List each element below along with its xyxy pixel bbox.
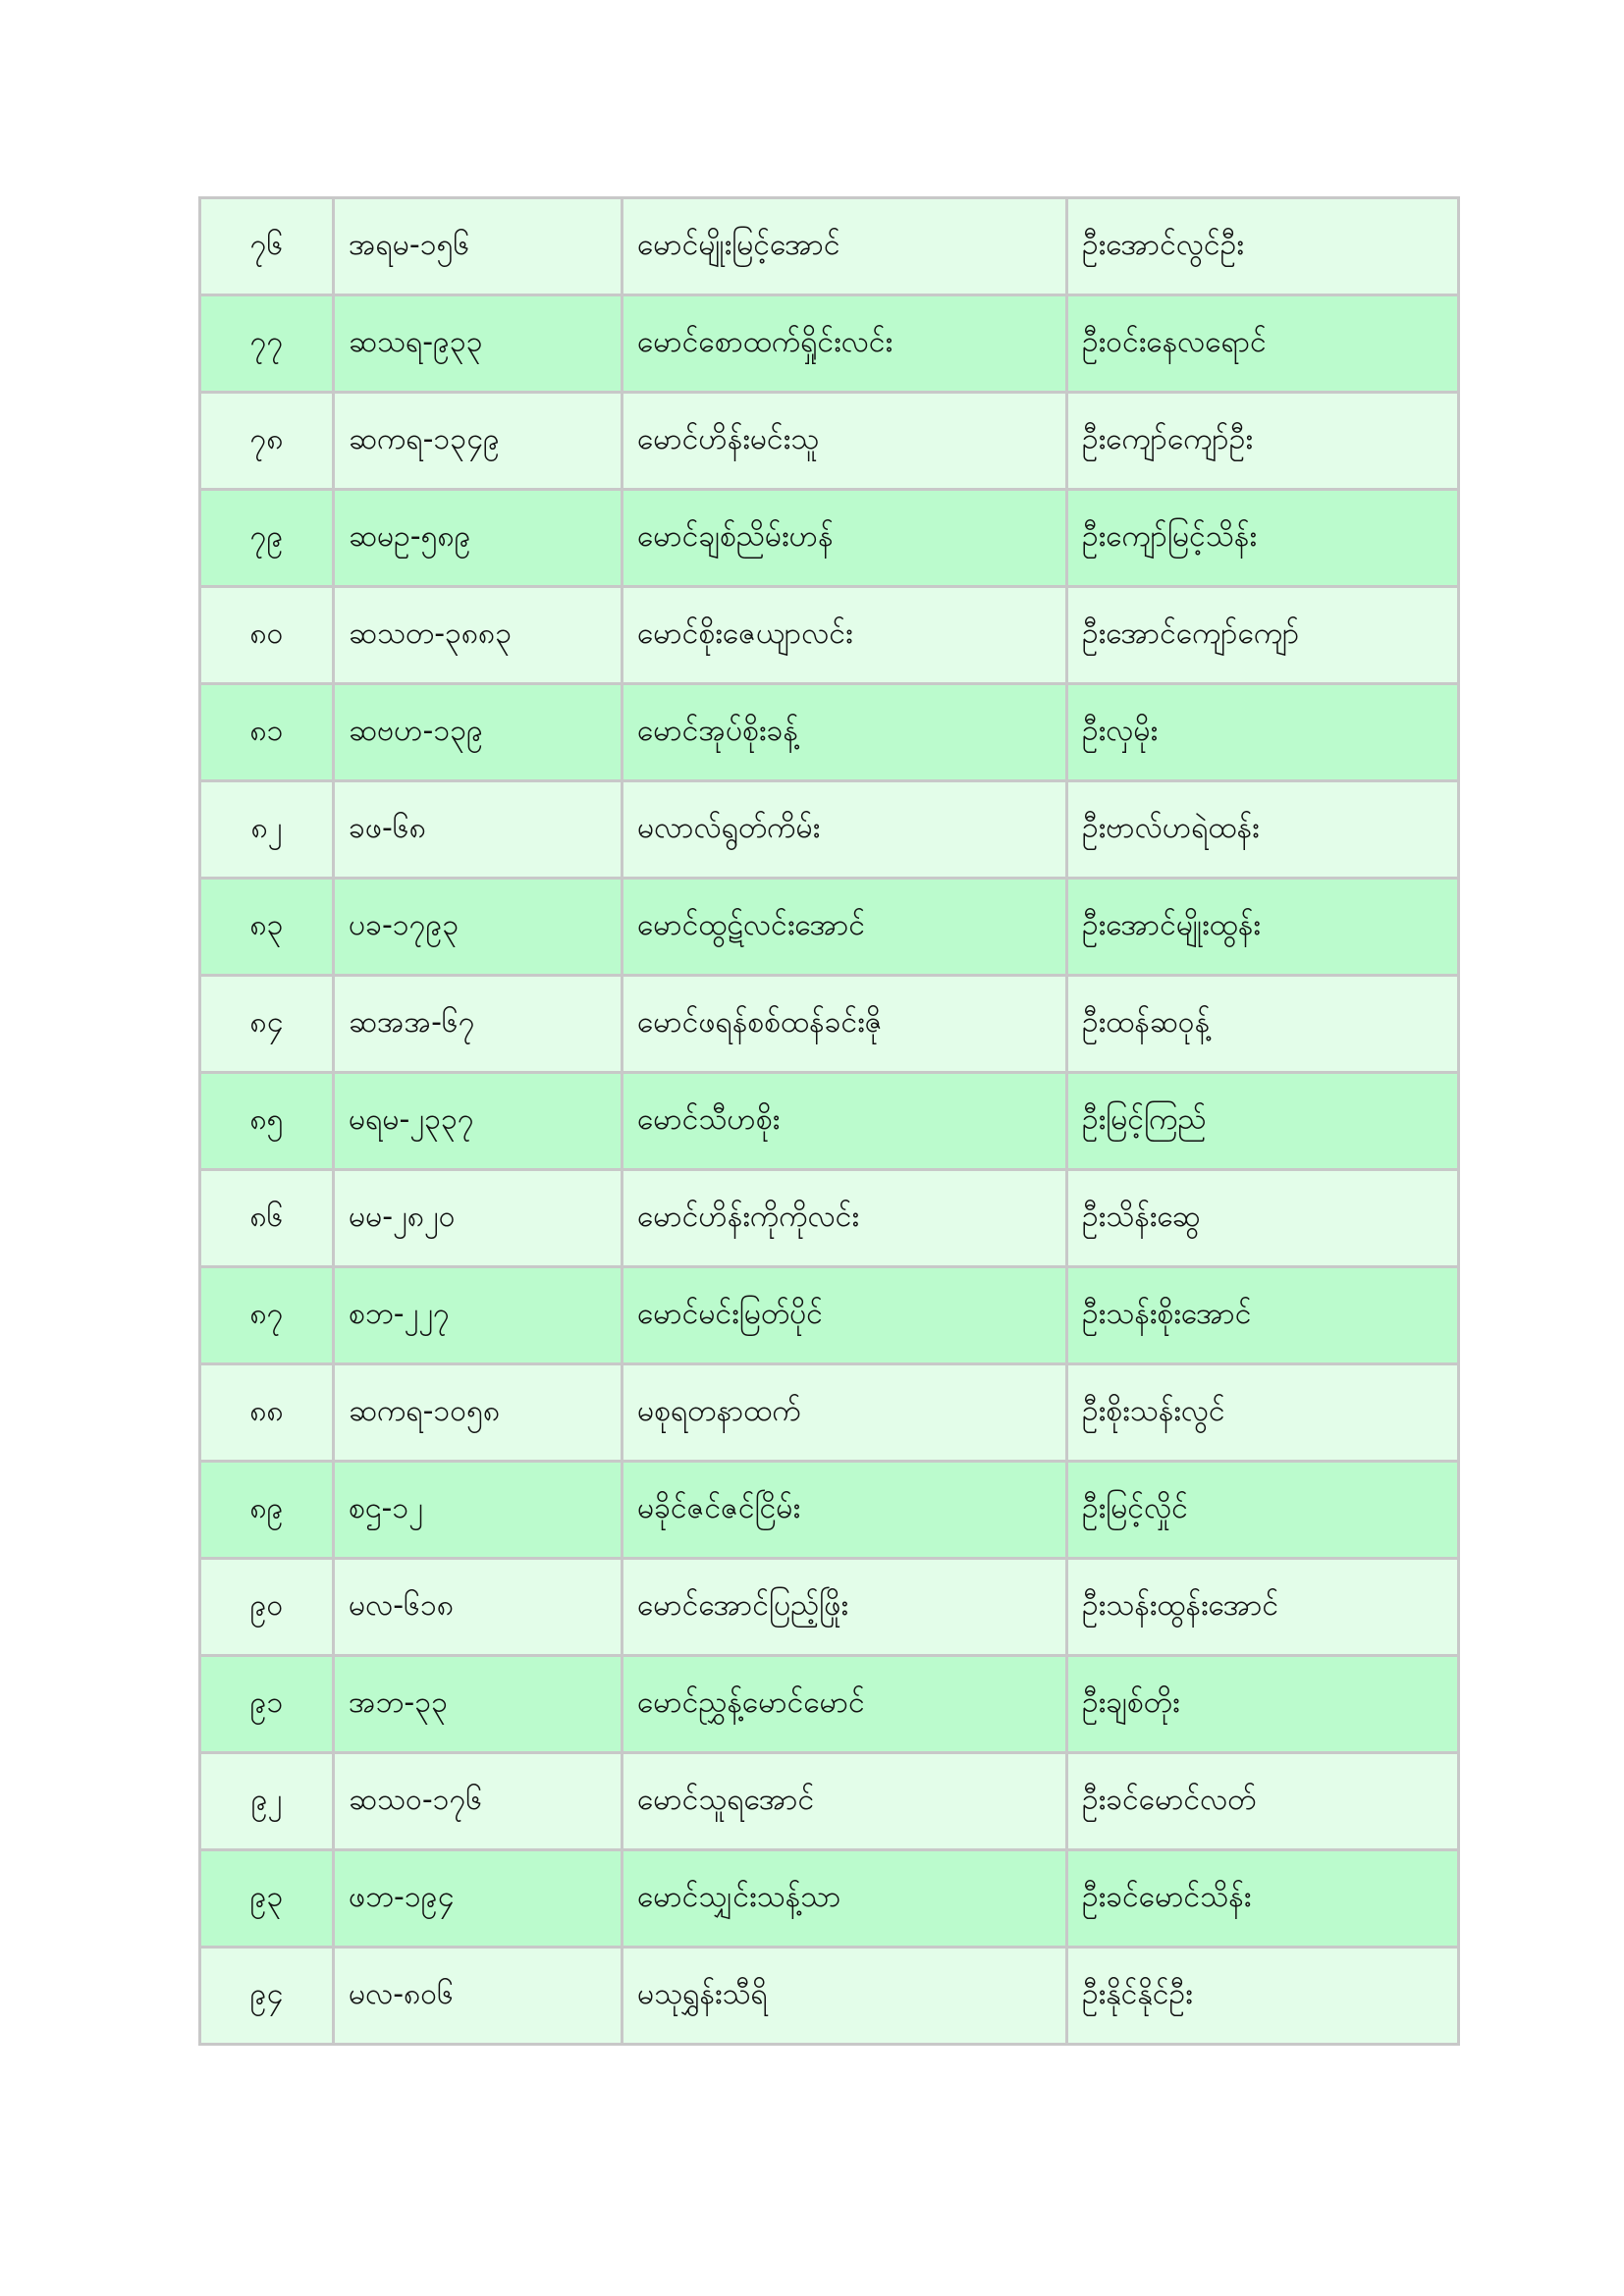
- row-number: ၇၆: [200, 198, 334, 295]
- father-name: ဦးသိန်းဆွေ: [1067, 1170, 1459, 1267]
- roll-number: မလ-၈၀၆: [334, 1948, 623, 2045]
- father-name: ဦးမြင့်ကြည်: [1067, 1073, 1459, 1170]
- roll-number: မမ-၂၈၂၀: [334, 1170, 623, 1267]
- row-number: ၉၃: [200, 1850, 334, 1948]
- student-name: မောင်ဟိန်းကိုကိုလင်း: [623, 1170, 1067, 1267]
- row-number: ၈၇: [200, 1267, 334, 1364]
- student-name: မောင်ဖရန်စစ်ထန်ခင်းဇို: [623, 976, 1067, 1073]
- father-name: ဦးအောင်ကျော်ကျော်: [1067, 587, 1459, 684]
- table-row: [200, 1364, 1459, 1462]
- table-row: [200, 684, 1459, 781]
- roll-number: ဆသတ-၃၈၈၃: [334, 587, 623, 684]
- roll-number: ဖဘ-၁၉၄: [334, 1850, 623, 1948]
- student-name: မောင်စိုးဇေယျာလင်း: [623, 587, 1067, 684]
- roll-number: ဆကရ-၁၃၄၉: [334, 393, 623, 490]
- row-number: ၉၁: [200, 1656, 334, 1753]
- table-row: [200, 490, 1459, 587]
- table-row: [200, 781, 1459, 879]
- row-number: ၈၅: [200, 1073, 334, 1170]
- results-sheet: [198, 196, 1457, 2046]
- table-row: [200, 1753, 1459, 1850]
- roll-number: ဆအအ-၆၇: [334, 976, 623, 1073]
- row-number: ၉၀: [200, 1559, 334, 1656]
- table-row: [200, 587, 1459, 684]
- results-table: [198, 196, 1460, 2046]
- father-name: ဦးဝင်းနေလရောင်: [1067, 295, 1459, 393]
- student-name: မောင်အုပ်စိုးခန့်: [623, 684, 1067, 781]
- father-name: ဦးမြင့်လှိုင်: [1067, 1462, 1459, 1559]
- table-row: [200, 1170, 1459, 1267]
- row-number: ၈၈: [200, 1364, 334, 1462]
- table-row: [200, 879, 1459, 976]
- row-number: ၉၄: [200, 1948, 334, 2045]
- roll-number: ပခ-၁၇၉၃: [334, 879, 623, 976]
- row-number: ၉၂: [200, 1753, 334, 1850]
- row-number: ၈၉: [200, 1462, 334, 1559]
- student-name: မောင်မင်းမြတ်ပိုင်: [623, 1267, 1067, 1364]
- student-name: မောင်ဟိန်းမင်းသူ: [623, 393, 1067, 490]
- student-name: မောင်သူရအောင်: [623, 1753, 1067, 1850]
- row-number: ၈၃: [200, 879, 334, 976]
- table-row: [200, 198, 1459, 295]
- table-row: [200, 393, 1459, 490]
- row-number: ၈၀: [200, 587, 334, 684]
- student-name: မောင်သီဟစိုး: [623, 1073, 1067, 1170]
- student-name: မသုရွှန်းသီရိ: [623, 1948, 1067, 2045]
- roll-number: ဆဗဟ-၁၃၉: [334, 684, 623, 781]
- roll-number: အဘ-၃၃: [334, 1656, 623, 1753]
- table-row: [200, 1462, 1459, 1559]
- student-name: မောင်စောထက်ရှိုင်းလင်း: [623, 295, 1067, 393]
- student-name: မောင်ညွှန့်မောင်မောင်: [623, 1656, 1067, 1753]
- roll-number: ဆမဥ-၅၈၉: [334, 490, 623, 587]
- row-number: ၈၁: [200, 684, 334, 781]
- father-name: ဦးစိုးသန်းလွင်: [1067, 1364, 1459, 1462]
- father-name: ဦးလှမိုး: [1067, 684, 1459, 781]
- father-name: ဦးထန်ဆဝုန့်: [1067, 976, 1459, 1073]
- roll-number: ဆသရ-၉၃၃: [334, 295, 623, 393]
- father-name: ဦးကျော်ကျော်ဦး: [1067, 393, 1459, 490]
- student-name: မလာလ်ရွတ်ကိမ်း: [623, 781, 1067, 879]
- father-name: ဦးဗာလ်ဟရဲထန်း: [1067, 781, 1459, 879]
- roll-number: စဌ-၁၂: [334, 1462, 623, 1559]
- father-name: ဦးအောင်မျိုးထွန်း: [1067, 879, 1459, 976]
- father-name: ဦးကျော်မြင့်သိန်း: [1067, 490, 1459, 587]
- table-row: [200, 1850, 1459, 1948]
- roll-number: ဆကရ-၁၀၅၈: [334, 1364, 623, 1462]
- roll-number: မရမ-၂၃၃၇: [334, 1073, 623, 1170]
- row-number: ၇၈: [200, 393, 334, 490]
- father-name: ဦးအောင်လွင်ဦး: [1067, 198, 1459, 295]
- table-row: [200, 1073, 1459, 1170]
- table-row: [200, 1948, 1459, 2045]
- student-name: မောင်ချစ်ညိမ်းဟန်: [623, 490, 1067, 587]
- student-name: မောင်ထွဋ်လင်းအောင်: [623, 879, 1067, 976]
- row-number: ၇၇: [200, 295, 334, 393]
- roll-number: ဆသဝ-၁၇၆: [334, 1753, 623, 1850]
- student-name: မောင်အောင်ပြည့်ဖြိုး: [623, 1559, 1067, 1656]
- row-number: ၇၉: [200, 490, 334, 587]
- table-row: [200, 295, 1459, 393]
- row-number: ၈၆: [200, 1170, 334, 1267]
- row-number: ၈၄: [200, 976, 334, 1073]
- student-name: မောင်သျှင်းသန့်သာ: [623, 1850, 1067, 1948]
- student-name: မစုရတနာထက်: [623, 1364, 1067, 1462]
- roll-number: ခဖ-၆၈: [334, 781, 623, 879]
- roll-number: စဘ-၂၂၇: [334, 1267, 623, 1364]
- roll-number: အရမ-၁၅၆: [334, 198, 623, 295]
- father-name: ဦးခင်မောင်သိန်း: [1067, 1850, 1459, 1948]
- father-name: ဦးနိုင်နိုင်ဦး: [1067, 1948, 1459, 2045]
- father-name: ဦးသန်းထွန်းအောင်: [1067, 1559, 1459, 1656]
- father-name: ဦးသန်းစိုးအောင်: [1067, 1267, 1459, 1364]
- row-number: ၈၂: [200, 781, 334, 879]
- table-row: [200, 1559, 1459, 1656]
- table-row: [200, 1267, 1459, 1364]
- roll-number: မလ-၆၁၈: [334, 1559, 623, 1656]
- student-name: မခိုင်ဇင်ဇင်ငြိမ်း: [623, 1462, 1067, 1559]
- student-name: မောင်မျိုးမြင့်အောင်: [623, 198, 1067, 295]
- father-name: ဦးချစ်တိုး: [1067, 1656, 1459, 1753]
- table-row: [200, 1656, 1459, 1753]
- father-name: ဦးခင်မောင်လတ်: [1067, 1753, 1459, 1850]
- table-row: [200, 976, 1459, 1073]
